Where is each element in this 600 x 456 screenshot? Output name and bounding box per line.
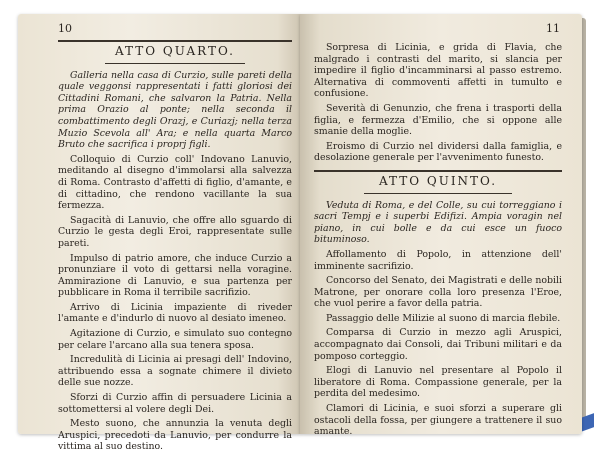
paragraph: Agitazione di Curzio, e simulato suo contegno per celare l'arcano alla sua tenera sposa. bbox=[58, 328, 292, 351]
right-page bbox=[300, 14, 582, 438]
paragraph: Comparsa di Curzio in mezzo agli Aruspici, accompagnato dai Consoli, dai Tribuni militari e da pomposo corteggio. bbox=[314, 327, 562, 362]
scene-description: Galleria nella casa di Curzio, sulle pareti della quale veggonsi rappresentati i fatti gloriosi dei Cittadini Romani, che salvaron la Patria. Nella prima Orazio al ponte; nella seconda il combattimento degli Orazj, e Curiazj; nella terza Muzio Scevola all' Ara; e nella quarta Marco Bruto che sacrifica i proprj figli. bbox=[58, 69, 292, 151]
paragraph: Mesto suono, che annunzia la venuta degli Aruspici, precedoti da Lanuvio, per condurre la vittima al suo destino. bbox=[58, 418, 292, 453]
paragraph: Colloquio di Curzio coll' Indovano Lanuvio, meditando al disegno d'immolarsi alla salvezza di Roma. Contrasto d'affetti di figlio, d'amante, e di cittadino, che rendono vacillante la sua fermezza. bbox=[58, 153, 292, 212]
heading-rule bbox=[364, 193, 513, 194]
left-page bbox=[18, 14, 300, 453]
paragraph: Sforzi di Curzio affin di persuadere Licinia a sottomettersi al volere degli Dei. bbox=[58, 392, 292, 415]
page-number-right: 11 bbox=[546, 22, 560, 35]
page-number-left: 10 bbox=[58, 22, 72, 35]
heading-rule bbox=[105, 63, 245, 64]
paragraph: Clamori di Licinia, e suoi sforzi a superare gli ostacoli della fossa, per giungere a trattenere il suo amante. bbox=[314, 403, 562, 438]
paragraph: Elogi di Lanuvio nel presentare al Popolo il liberatore di Roma. Compassione generale, per la perdita del medesimo. bbox=[314, 365, 562, 400]
paragraph: Passaggio delle Milizie al suono di marcia flebile. bbox=[326, 312, 561, 324]
paragraph: Eroismo di Curzio nel dividersi dalla famiglia, e desolazione generale per l'avvenimento funesto. bbox=[314, 140, 562, 164]
top-rule bbox=[58, 40, 292, 42]
scene-description: Veduta di Roma, e del Colle, su cui torreggiano i sacri Tempj e i superbi Edifizi. Ampia voragin nel piano, in cui bolle e da cui esce un fuoco bituminoso. bbox=[314, 199, 562, 246]
act-heading-fourth: ATTO QUARTO. bbox=[115, 44, 235, 58]
paragraph: Sagacità di Lanuvio, che offre allo sguardo di Curzio le gesta degli Eroi, rappresentate sulle pareti. bbox=[58, 214, 292, 249]
paragraph: Severità di Genunzio, che frena i trasporti della figlia, e fermezza d'Emilio, che si oppone alle smanie della moglie. bbox=[314, 102, 562, 138]
paragraph: Incredulità di Licinia ai presagi dell' Indovino, attribuendo essa a sognate chimere il divieto delle sue nozze. bbox=[58, 354, 292, 389]
paragraph: Sorpresa di Licinia, e grida di Flavia, che malgrado i contrasti del marito, si slancia per impedire il figlio d'incamminarsi al passo estremo. Alternativa di commoventi affetti in tumulto e confusione. bbox=[314, 42, 562, 100]
paragraph: Concorso del Senato, dei Magistrati e delle nobili Matrone, per onorare colla loro presenza l'Eroe, che vuol perire a favor della patria. bbox=[314, 275, 562, 310]
section-rule bbox=[314, 170, 562, 172]
paragraph: Arrivo di Licinia impaziente di riveder l'amante e d'indurlo di nuovo al desiato imeneo. bbox=[58, 301, 292, 325]
paragraph: Impulso di patrio amore, che induce Curzio a pronunziare il voto di gettarsi nella voragine. Ammirazione di Lanuvio, e sua partenza per pubblicare in Roma il terribile sacrifizio. bbox=[58, 252, 292, 299]
paragraph: Affollamento di Popolo, in attenzione dell' imminente sacrifizio. bbox=[314, 248, 562, 272]
act-heading-fifth: ATTO QUINTO. bbox=[378, 173, 498, 188]
open-book bbox=[18, 14, 582, 453]
